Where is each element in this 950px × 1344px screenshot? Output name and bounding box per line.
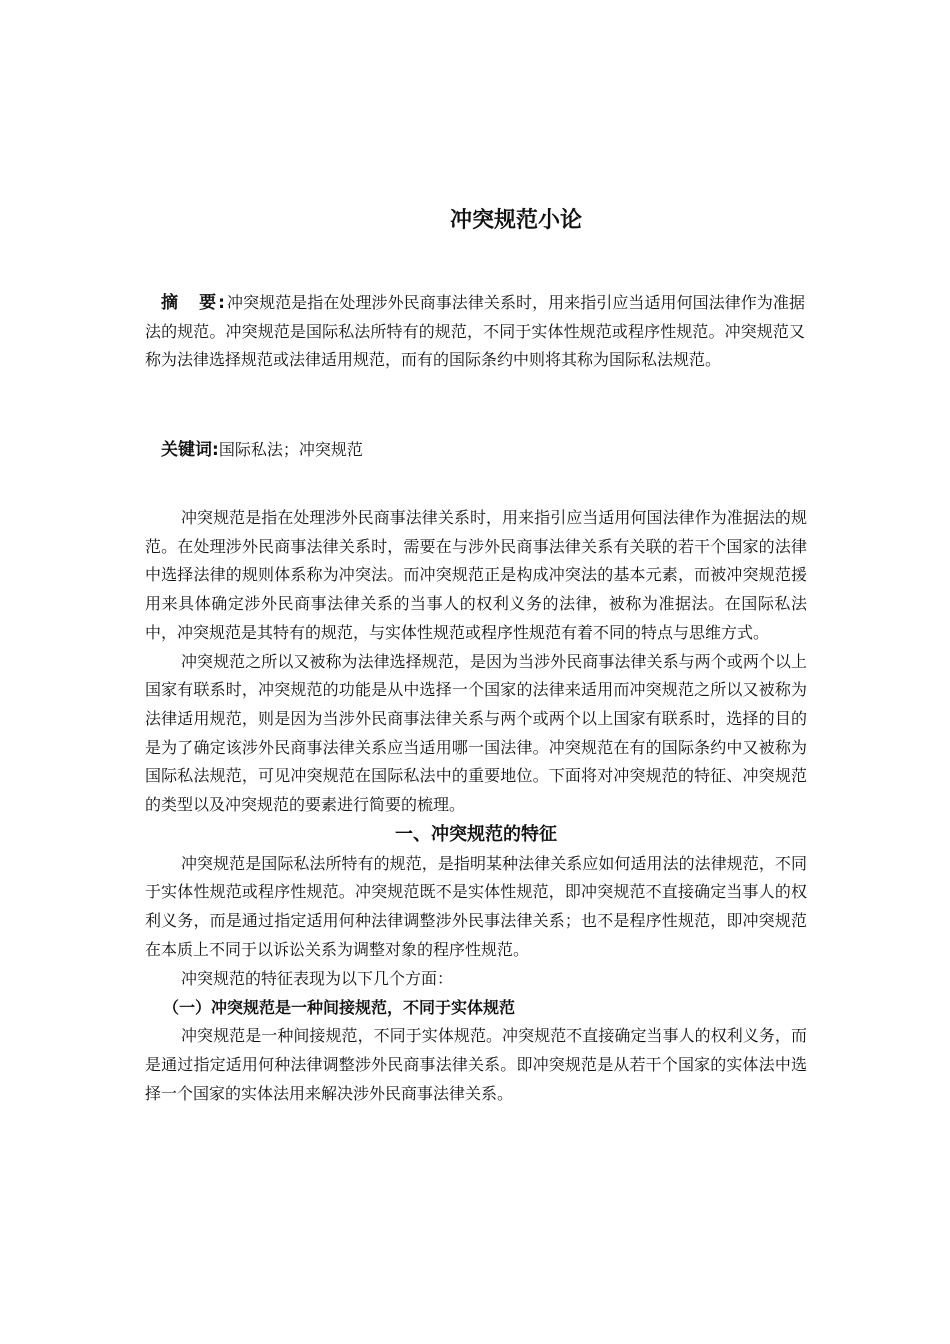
keywords-label: 关键词:	[161, 440, 219, 460]
abstract	[145, 289, 805, 375]
paragraph: 冲突规范是指在处理涉外民商事法律关系时，用来指引应当适用何国法律作为准据法的规范。在处理涉外民商事法律关系时，需要在与涉外民商事法律关系有关联的若干个国家的法律中选择法律的规则体系称为冲突法。而冲突规范正是构成冲突法的基本元素，而被冲突规范援用来具体确定涉外民商事法律关系的当事人的权利义务的法律，被称为准据法。在国际私法中，冲突规范是其特有的规范，与实体性规范或程序性规范有着不同的特点与思维方式。	[145, 508, 807, 642]
abstract-text: 冲突规范是指在处理涉外民商事法律关系时，用来指引应当适用何国法律作为准据法的规范。冲突规范是国际私法所特有的规范，不同于实体性规范或程序性规范。冲突规范又称为法律选择规范或法律适用规范，而有的国际条约中则将其称为国际私法规范。	[145, 293, 805, 369]
section-heading: 一、冲突规范的特征	[395, 823, 557, 845]
keywords	[161, 438, 363, 462]
paragraph: 冲突规范是国际私法所特有的规范，是指明某种法律关系应如何适用法的法律规范，不同于实体性规范或程序性规范。冲突规范既不是实体性规范，即冲突规范不直接确定当事人的权利义务，而是通过指定适用何种法律调整涉外民事法律关系；也不是程序性规范，即冲突规范在本质上不同于以诉讼关系为调整对象的程序性规范。	[145, 853, 807, 959]
paragraph: 冲突规范是一种间接规范，不同于实体规范。冲突规范不直接确定当事人的权利义务，而是通过指定适用何种法律调整涉外民商事法律关系。即冲突规范是从若干个国家的实体法中选择一个国家的实体法用来解决涉外民商事法律关系。	[145, 1026, 807, 1103]
body-text	[145, 504, 807, 1108]
paragraph: 冲突规范的特征表现为以下几个方面：	[181, 968, 454, 988]
subsection-heading: （一）冲突规范是一种间接规范，不同于实体规范	[163, 998, 516, 1018]
document-title: 冲突规范小论	[450, 208, 583, 233]
keywords-text: 国际私法；冲突规范	[218, 440, 363, 459]
paragraph: 冲突规范之所以又被称为法律选择规范，是因为当涉外民商事法律关系与两个或两个以上国家有联系时，冲突规范的功能是从中选择一个国家的法律来适用而冲突规范之所以又被称为法律适用规范，则是因为当涉外民商事法律关系与两个或两个以上国家有联系时，选择的目的是为了确定该涉外民商事法律关系应当适用哪一国法律。冲突规范在有的国际条约中又被称为国际私法规范，可见冲突规范在国际私法中的重要地位。下面将对冲突规范的特征、冲突规范的类型以及冲突规范的要素进行简要的梳理。	[145, 651, 807, 815]
abstract-label: 摘 要:	[161, 293, 227, 313]
